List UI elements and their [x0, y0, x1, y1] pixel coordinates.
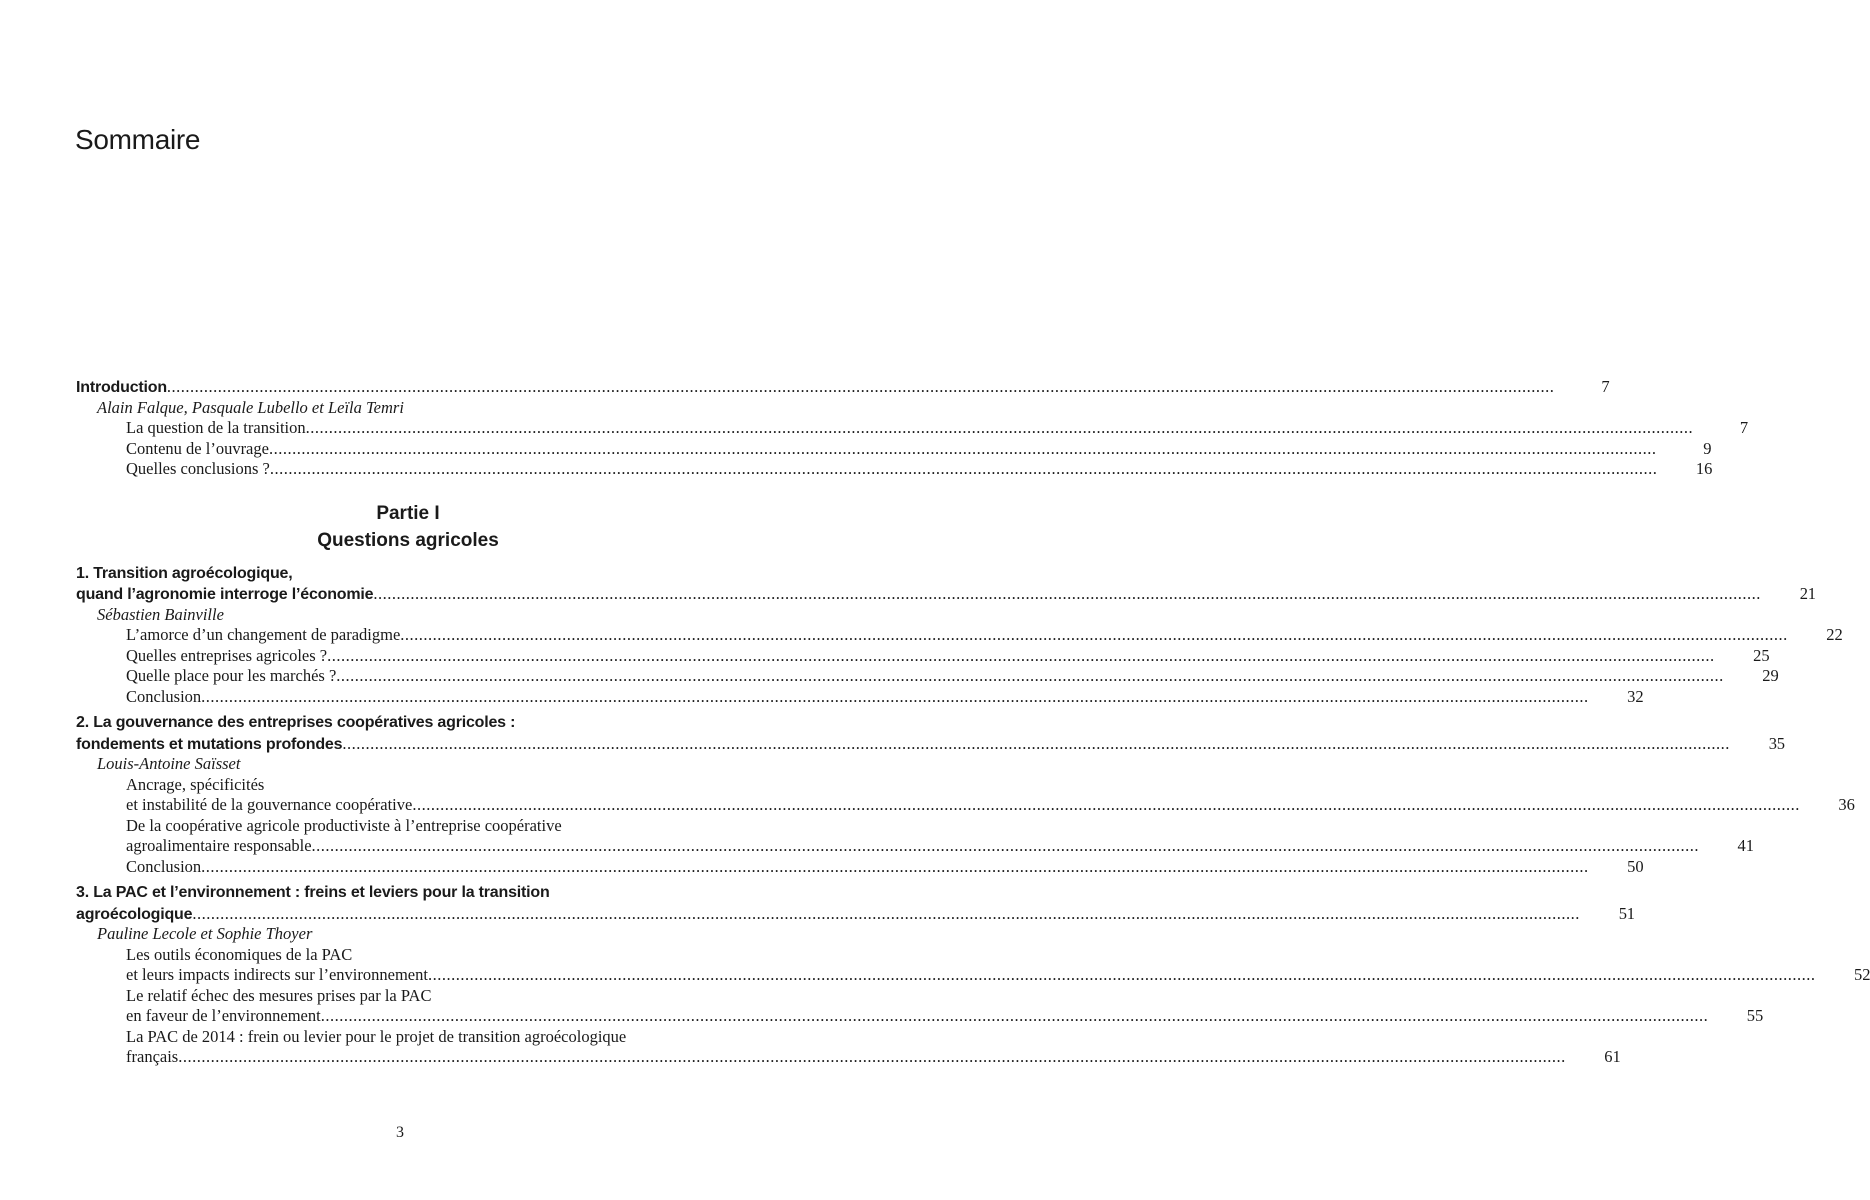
- toc-section: [76, 377, 1749, 480]
- toc-entry-text: La PAC de 2014 : frein ou levier pour le projet de transition agroécologique: [126, 1026, 627, 1046]
- toc-page-number: 41: [1737, 836, 1755, 855]
- toc-entry-line: [76, 733, 1785, 755]
- toc-entry[interactable]: [76, 418, 1749, 439]
- toc-page-number: 7: [1739, 418, 1749, 437]
- toc-entry-line: [76, 775, 700, 796]
- toc-entry[interactable]: [76, 377, 1610, 398]
- toc-page-number: 22: [1826, 625, 1843, 644]
- toc-entry-line: [76, 1006, 1764, 1027]
- toc-entry-text: Contenu de l’ouvrage: [126, 438, 269, 458]
- dot-leader: ............................................................................................................................................................................................................................................................................................................: [373, 584, 1761, 603]
- toc-entry-text: et leurs impacts indirects sur l’environnement: [126, 965, 428, 984]
- table-of-contents: [76, 377, 1870, 1068]
- dot-leader: ............................................................................................................................................................................................................................................................................................................: [305, 418, 1694, 437]
- dot-leader: ............................................................................................................................................................................................................................................................................................................: [336, 666, 1724, 685]
- toc-entry-line: [76, 666, 1779, 687]
- dot-leader: ............................................................................................................................................................................................................................................................................................................: [201, 686, 1589, 706]
- toc-entry-text: 2. La gouvernance des entreprises coopératives agricoles :: [76, 714, 516, 731]
- toc-entry-text: Le relatif échec des mesures prises par la PAC: [126, 985, 432, 1005]
- toc-page-number: 61: [1604, 1047, 1621, 1066]
- dot-leader: ............................................................................................................................................................................................................................................................................................................: [201, 856, 1589, 876]
- toc-entry-text: fondements et mutations profondes: [76, 735, 343, 753]
- toc-entry[interactable]: [76, 713, 1785, 754]
- toc-entry[interactable]: [76, 645, 1770, 667]
- toc-entry-text: français: [126, 1047, 179, 1066]
- toc-entry-line: [76, 713, 700, 734]
- dot-leader: ............................................................................................................................................................................................................................................................................................................: [269, 459, 1658, 478]
- toc-entry[interactable]: [76, 883, 1635, 924]
- toc-entry-text: agroalimentaire responsable: [126, 836, 312, 855]
- toc-entry-line: [76, 883, 700, 904]
- toc-entry-line: [76, 816, 700, 837]
- toc-entry-line: [76, 564, 700, 585]
- toc-entry-line: [76, 1027, 700, 1048]
- part-heading-line: Questions agricoles: [317, 529, 499, 551]
- dot-leader: ............................................................................................................................................................................................................................................................................................................: [327, 645, 1715, 665]
- toc-section: [76, 564, 1843, 708]
- toc-section: [76, 883, 1870, 1068]
- toc-page-number: 50: [1627, 856, 1644, 876]
- toc-entry-text: Quelles conclusions ?: [126, 459, 270, 478]
- part-heading: [76, 500, 700, 554]
- toc-entry[interactable]: [76, 944, 1870, 986]
- dot-leader: ............................................................................................................................................................................................................................................................................................................: [192, 903, 1580, 923]
- toc-entry[interactable]: [76, 754, 700, 775]
- toc-entry-line: [76, 645, 1770, 667]
- toc-entry-text: La question de la transition: [126, 418, 306, 437]
- toc-entry-text: Sébastien Bainville: [97, 604, 224, 624]
- toc-entry-line: [76, 903, 1635, 925]
- part-heading-line: Partie I: [376, 502, 440, 524]
- toc-entry-line: [76, 986, 700, 1007]
- toc-entry-text: Quelles entreprises agricoles ?: [126, 645, 328, 665]
- toc-entry[interactable]: [76, 686, 1644, 708]
- toc-entry-line: [76, 1047, 1621, 1068]
- toc-entry-text: De la coopérative agricole productiviste à l’entreprise coopérative: [126, 815, 562, 835]
- toc-entry-text: Pauline Lecole et Sophie Thoyer: [97, 924, 313, 943]
- toc-page-number: 55: [1746, 1006, 1764, 1025]
- toc-entry-text: Conclusion: [126, 686, 202, 706]
- toc-entry-line: [76, 795, 1855, 816]
- dot-leader: ............................................................................................................................................................................................................................................................................................................: [166, 377, 1555, 396]
- toc-page-number: 9: [1703, 438, 1712, 458]
- toc-entry[interactable]: [76, 924, 700, 945]
- toc-entry-line: [76, 686, 1644, 708]
- toc-entry[interactable]: [76, 459, 1713, 480]
- toc-entry-text: et instabilité de la gouvernance coopérative: [126, 795, 413, 814]
- toc-entry-line: [76, 965, 1870, 986]
- toc-entry-text: en faveur de l’environnement: [126, 1006, 321, 1025]
- dot-leader: ............................................................................................................................................................................................................................................................................................................: [412, 795, 1800, 814]
- toc-page-number: 25: [1753, 645, 1770, 665]
- toc-entry[interactable]: [76, 564, 1816, 605]
- toc-entry-text: Introduction: [76, 379, 167, 396]
- toc-entry-text: Quelle place pour les marchés ?: [126, 666, 337, 685]
- toc-page-number: 7: [1601, 377, 1610, 396]
- toc-entry[interactable]: [76, 856, 1644, 878]
- toc-page-number: 29: [1762, 666, 1779, 685]
- toc-page-number: 35: [1768, 733, 1785, 753]
- toc-entry[interactable]: [76, 605, 700, 626]
- dot-leader: ............................................................................................................................................................................................................................................................................................................: [311, 836, 1700, 855]
- toc-entry-line: [76, 945, 700, 966]
- toc-section: [76, 713, 1855, 877]
- toc-entry-text: 3. La PAC et l’environnement : freins et leviers pour la transition: [76, 884, 550, 901]
- toc-entry-line: [76, 924, 700, 945]
- dot-leader: ............................................................................................................................................................................................................................................................................................................: [320, 1006, 1709, 1025]
- toc-entry-line: [76, 398, 700, 419]
- dot-leader: ............................................................................................................................................................................................................................................................................................................: [400, 625, 1788, 644]
- toc-entry-line: [76, 836, 1755, 857]
- dot-leader: ............................................................................................................................................................................................................................................................................................................: [268, 438, 1657, 458]
- toc-page-number: 16: [1695, 459, 1713, 478]
- toc-entry[interactable]: [76, 625, 1843, 646]
- toc-entry-text: Conclusion: [126, 856, 202, 876]
- toc-entry-text: 1. Transition agroécologique,: [76, 564, 293, 582]
- toc-entry[interactable]: [76, 666, 1779, 687]
- toc-page-number: 32: [1627, 686, 1644, 706]
- toc-entry-text: Ancrage, spécificités: [126, 774, 265, 794]
- toc-entry[interactable]: [76, 398, 700, 419]
- toc-entry-text: agroécologique: [76, 905, 193, 923]
- toc-page-number: 21: [1799, 584, 1816, 603]
- toc-entry-line: [76, 625, 1843, 646]
- toc-entry-text: Louis-Antoine Saïsset: [97, 754, 241, 773]
- toc-entry-line: [76, 856, 1644, 878]
- toc-entry[interactable]: [76, 1026, 1621, 1068]
- dot-leader: ............................................................................................................................................................................................................................................................................................................: [342, 733, 1730, 753]
- toc-entry-line: [76, 754, 700, 775]
- dot-leader: ............................................................................................................................................................................................................................................................................................................: [427, 965, 1816, 984]
- toc-page-number: 36: [1838, 795, 1855, 814]
- toc-entry-line: [76, 584, 1816, 605]
- toc-entry-line: [76, 459, 1713, 480]
- toc-entry-text: Les outils économiques de la PAC: [126, 944, 353, 964]
- page-number: 3: [396, 1124, 404, 1141]
- toc-entry[interactable]: [76, 985, 1764, 1027]
- toc-entry[interactable]: [76, 815, 1755, 857]
- toc-entry[interactable]: [76, 438, 1712, 460]
- toc-entry[interactable]: [76, 774, 1855, 816]
- dot-leader: ............................................................................................................................................................................................................................................................................................................: [178, 1047, 1566, 1066]
- toc-page-number: 51: [1618, 903, 1635, 923]
- toc-entry-line: [76, 438, 1712, 460]
- toc-page-number: 52: [1853, 965, 1870, 984]
- toc-entry-line: [76, 418, 1749, 439]
- page-title: Sommaire: [75, 124, 201, 155]
- toc-entry-line: [76, 377, 1610, 398]
- toc-entry-line: [76, 605, 700, 626]
- toc-entry-text: quand l’agronomie interroge l’économie: [76, 586, 374, 603]
- toc-entry-text: Alain Falque, Pasquale Lubello et Leïla Temri: [97, 397, 404, 417]
- toc-entry-text: L’amorce d’un changement de paradigme: [126, 625, 401, 644]
